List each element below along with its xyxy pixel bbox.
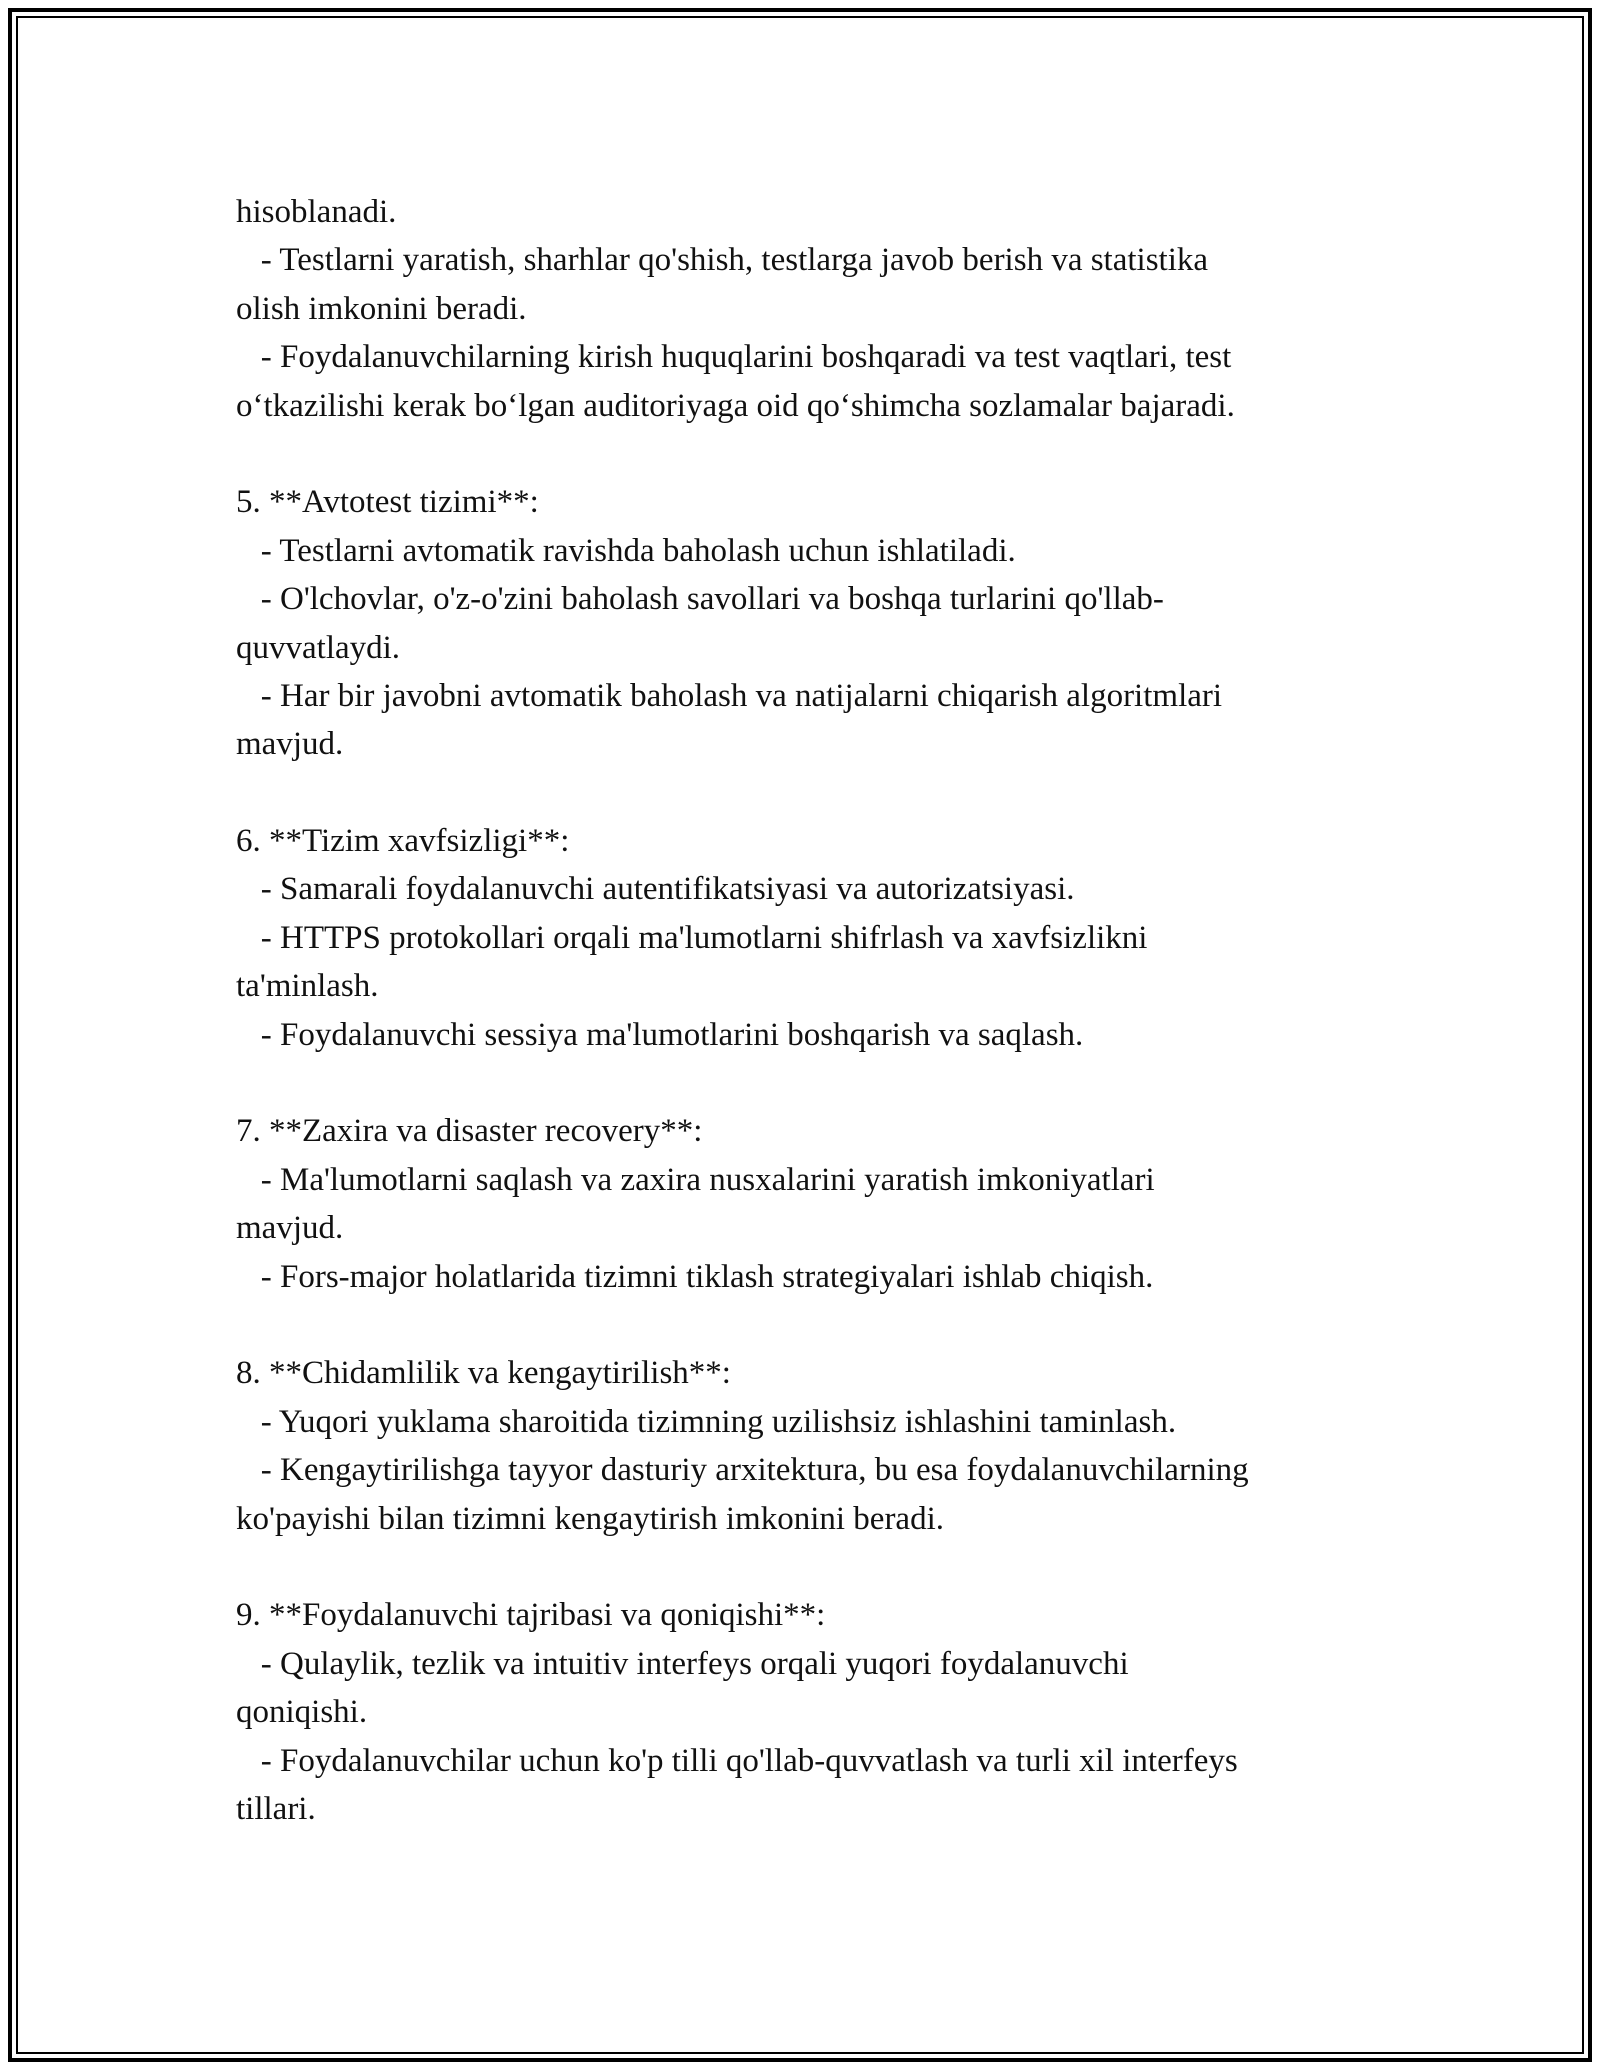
blank-line (236, 1059, 1416, 1107)
text-line: - Qulaylik, tezlik va intuitiv interfeys orqali yuqori foydalanuvchi (236, 1645, 1129, 1682)
text-line: - Testlarni yaratish, sharhlar qo'shish, testlarga javob berish va statistika (236, 242, 1209, 279)
text-line: - Fors-major holatlarida tizimni tiklash strategiyalari ishlab chiqish. (236, 1258, 1154, 1295)
text-line: tillari. (236, 1790, 316, 1827)
text-line: - Yuqori yuklama sharoitida tizimning uzilishsiz ishlashini taminlash. (236, 1403, 1177, 1440)
text-line: mavjud. (236, 1210, 344, 1247)
document-body (236, 188, 1416, 1833)
section-heading: 8. **Chidamlilik va kengaytirilish**: (236, 1355, 731, 1392)
text-line: ta'minlash. (236, 968, 379, 1005)
blank-line (236, 1301, 1416, 1349)
section-heading: 6. **Tizim xavfsizligi**: (236, 823, 570, 860)
text-line: - Ma'lumotlarni saqlash va zaxira nusxalarini yaratish imkoniyatlari (236, 1161, 1155, 1198)
text-line: olish imkonini beradi. (236, 290, 527, 327)
text-line: ko'payishi bilan tizimni kengaytirish imkonini beradi. (236, 1500, 945, 1537)
text-line: hisoblanadi. (236, 194, 397, 230)
text-line: qoniqishi. (236, 1694, 368, 1731)
text-line: - Testlarni avtomatik ravishda baholash uchun ishlatiladi. (236, 532, 1016, 569)
text-line: quvvatlaydi. (236, 629, 401, 666)
section-heading: 7. **Zaxira va disaster recovery**: (236, 1113, 703, 1150)
section-heading: 5. **Avtotest tizimi**: (236, 484, 539, 521)
text-line: o‘tkazilishi kerak bo‘lgan auditoriyaga oid qo‘shimcha sozlamalar bajaradi. (236, 387, 1235, 424)
section-heading: 9. **Foydalanuvchi tajribasi va qoniqishi**: (236, 1597, 826, 1634)
text-line: - O'lchovlar, o'z-o'zini baholash savollari va boshqa turlarini qo'llab- (236, 581, 1164, 618)
text-line: - Foydalanuvchilarning kirish huquqlarini boshqaradi va test vaqtlari, test (236, 339, 1232, 376)
text-line: - HTTPS protokollari orqali ma'lumotlarni shifrlash va xavfsizlikni (236, 919, 1148, 956)
blank-line (236, 430, 1416, 478)
text-line: - Samarali foydalanuvchi autentifikatsiyasi va autorizatsiyasi. (236, 871, 1075, 908)
text-line: - Kengaytirilishga tayyor dasturiy arxitektura, bu esa foydalanuvchilarning (236, 1452, 1249, 1489)
text-line: - Har bir javobni avtomatik baholash va natijalarni chiqarish algoritmlari (236, 677, 1223, 714)
text-line: - Foydalanuvchi sessiya ma'lumotlarini boshqarish va saqlash. (236, 1016, 1084, 1053)
text-line: mavjud. (236, 726, 344, 763)
text-line: - Foydalanuvchilar uchun ko'p tilli qo'llab-quvvatlash va turli xil interfeys (236, 1742, 1238, 1779)
blank-line (236, 769, 1416, 817)
blank-line (236, 1543, 1416, 1591)
